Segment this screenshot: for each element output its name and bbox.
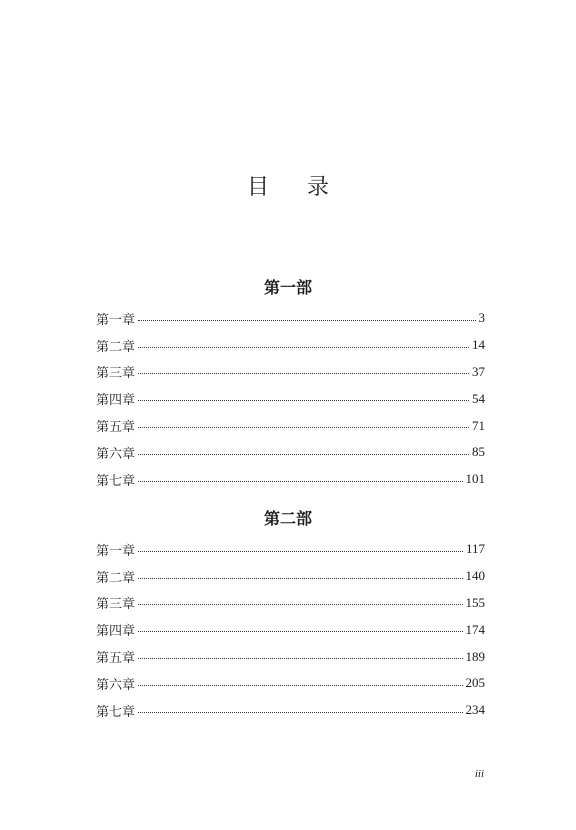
page-number: 117 <box>465 541 485 557</box>
page-number: 37 <box>472 363 485 379</box>
page-number: 234 <box>465 702 485 718</box>
chapter-label: 第五章 <box>96 651 136 667</box>
chapter-label: 第三章 <box>96 366 136 382</box>
chapter-label: 第三章 <box>96 597 136 613</box>
page-number: 71 <box>472 417 485 433</box>
page-number: 54 <box>472 390 485 406</box>
toc-entry[interactable] <box>96 359 485 386</box>
dot-leader <box>138 427 469 428</box>
toc-entry[interactable] <box>96 590 485 617</box>
page-number: 205 <box>465 675 485 691</box>
dot-leader <box>138 347 469 348</box>
page-number: 189 <box>465 648 485 664</box>
dot-leader <box>138 481 462 482</box>
chapter-label: 第六章 <box>96 677 136 693</box>
toc-entry[interactable] <box>96 536 485 563</box>
page-title <box>0 170 576 201</box>
dot-leader <box>138 454 469 455</box>
toc-entry[interactable] <box>96 332 485 359</box>
page-number: 155 <box>465 594 485 610</box>
chapter-label: 第五章 <box>96 420 136 436</box>
toc-entry[interactable] <box>96 439 485 466</box>
chapter-label: 第二章 <box>96 339 136 355</box>
part-heading-2: 第二部 <box>263 509 312 528</box>
toc-entry[interactable] <box>96 563 485 590</box>
chapter-label: 第二章 <box>96 570 136 586</box>
toc-entry[interactable] <box>96 616 485 643</box>
page-number: 140 <box>465 568 485 584</box>
dot-leader <box>138 320 475 321</box>
page-number: 174 <box>465 621 485 637</box>
dot-leader <box>138 373 469 374</box>
chapter-label: 第一章 <box>96 543 136 559</box>
page-number: 85 <box>472 444 485 460</box>
toc-list-part-1 <box>96 305 485 493</box>
part-heading-1: 第一部 <box>263 278 312 297</box>
chapter-label: 第四章 <box>96 393 136 409</box>
dot-leader <box>138 712 462 713</box>
dot-leader <box>138 551 463 552</box>
page-folio: iii <box>474 768 484 780</box>
chapter-label: 第七章 <box>96 704 136 720</box>
toc-list-part-2 <box>96 536 485 724</box>
dot-leader <box>138 400 469 401</box>
page-number: 3 <box>478 310 485 326</box>
chapter-label: 第四章 <box>96 624 136 640</box>
toc-entry[interactable] <box>96 466 485 493</box>
dot-leader <box>138 658 462 659</box>
dot-leader <box>138 578 462 579</box>
toc-entry[interactable] <box>96 670 485 697</box>
chapter-label: 第一章 <box>96 312 136 328</box>
toc-entry[interactable] <box>96 697 485 724</box>
dot-leader <box>138 631 462 632</box>
toc-entry[interactable] <box>96 643 485 670</box>
title-char-2: 录 <box>307 175 330 200</box>
page-number: 14 <box>472 337 485 353</box>
title-char-1: 目 <box>246 175 269 200</box>
toc-entry[interactable] <box>96 385 485 412</box>
toc-entry[interactable] <box>96 305 485 332</box>
dot-leader <box>138 604 462 605</box>
page-number: 101 <box>465 471 485 487</box>
chapter-label: 第七章 <box>96 473 136 489</box>
dot-leader <box>138 685 462 686</box>
toc-entry[interactable] <box>96 412 485 439</box>
chapter-label: 第六章 <box>96 446 136 462</box>
